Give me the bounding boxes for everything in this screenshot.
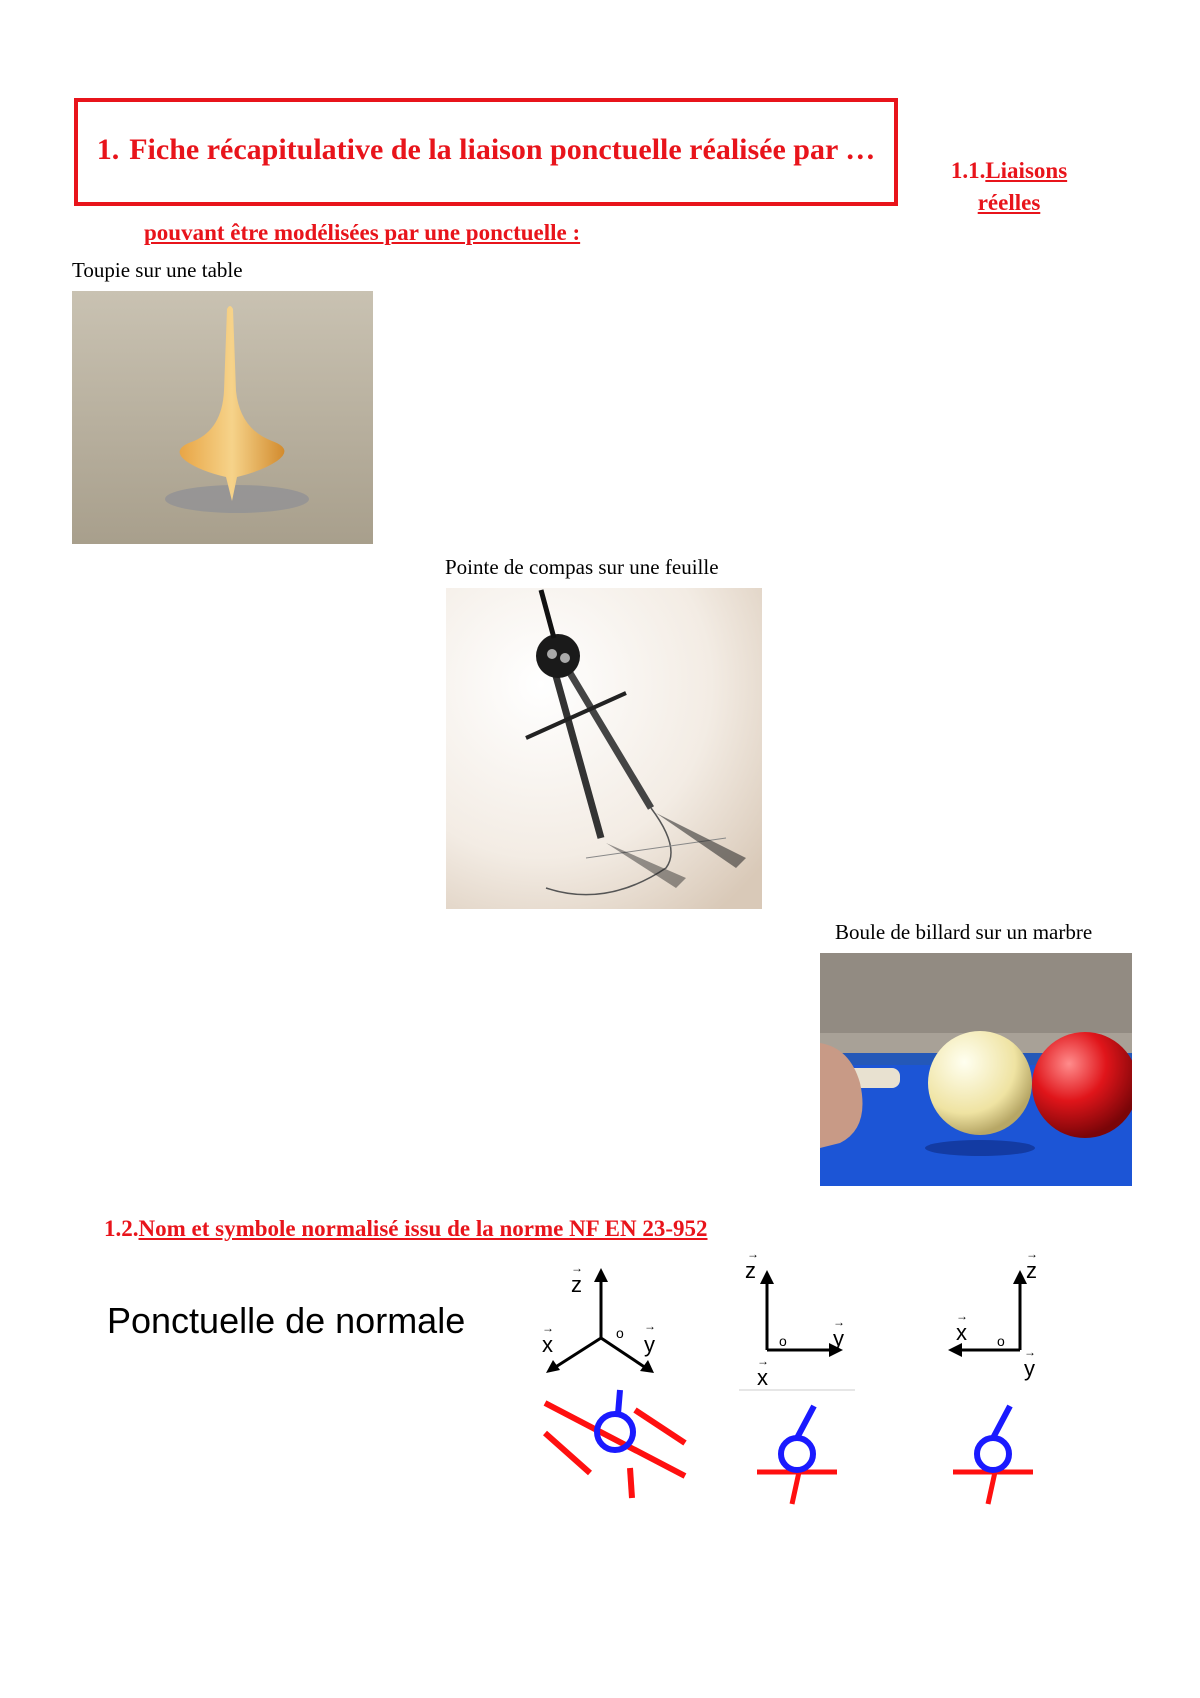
caption-spinning-top: Toupie sur une table	[72, 258, 243, 282]
section-1-2-heading	[104, 1216, 708, 1242]
caption-billiard: Boule de billard sur un marbre	[835, 920, 1093, 944]
axes-zx-diagram	[942, 1252, 1052, 1382]
axis-z-label: z	[1026, 1258, 1037, 1283]
axis-y-arrow: →	[1024, 1345, 1036, 1359]
axis-y-label: y	[1024, 1356, 1035, 1381]
axis-x-label: x	[542, 1332, 553, 1357]
compass-photo	[446, 588, 762, 909]
axis-z-label: z	[745, 1258, 756, 1283]
axis-z-arrow: →	[571, 1261, 583, 1275]
section-1-2-title: Nom et symbole normalisé issu de la norme NF EN 23-952	[138, 1216, 708, 1241]
ponctuelle-symbol-isometric	[540, 1388, 690, 1508]
axis-x-label: x	[956, 1320, 967, 1345]
section-subtitle: pouvant être modélisées par une ponctuelle :	[144, 220, 581, 245]
axis-z-arrow: →	[1026, 1252, 1038, 1261]
axis-z-arrow: →	[747, 1252, 759, 1261]
axes-zy-diagram	[737, 1252, 857, 1392]
ponctuelle-symbol-front	[752, 1388, 842, 1508]
origin-label: o	[997, 1333, 1005, 1349]
caption-compass: Pointe de compas sur une feuille	[445, 555, 719, 579]
axis-y-arrow: →	[833, 1315, 845, 1329]
axis-x-arrow: →	[956, 1309, 968, 1323]
spinning-top-photo	[72, 291, 373, 544]
billiard-balls-photo	[820, 953, 1132, 1186]
liaison-name: Ponctuelle de normale	[107, 1300, 466, 1341]
origin-label: o	[616, 1325, 624, 1341]
origin-label: o	[779, 1333, 787, 1349]
axis-y-label: y	[833, 1326, 844, 1351]
section-1-1-heading	[934, 155, 1084, 219]
section-1-1-title: Liaisons réelles	[977, 158, 1068, 215]
axis-y-arrow: →	[644, 1319, 656, 1333]
section-1-1-number: 1.1.	[950, 158, 986, 183]
section-1-2-number: 1.2.	[104, 1216, 139, 1241]
title-number: 1.	[96, 133, 120, 166]
axis-x-arrow: →	[757, 1354, 769, 1368]
title-box	[74, 98, 898, 206]
axis-y-label: y	[644, 1332, 655, 1357]
axis-x-arrow: →	[542, 1321, 554, 1335]
page-title: Fiche récapitulative de la liaison ponctuelle réalisée par …	[129, 133, 876, 166]
ponctuelle-symbol-side	[948, 1388, 1038, 1508]
axes-isometric-diagram	[536, 1258, 666, 1388]
axis-z-label: z	[571, 1272, 582, 1297]
axis-x-label: x	[757, 1365, 768, 1390]
